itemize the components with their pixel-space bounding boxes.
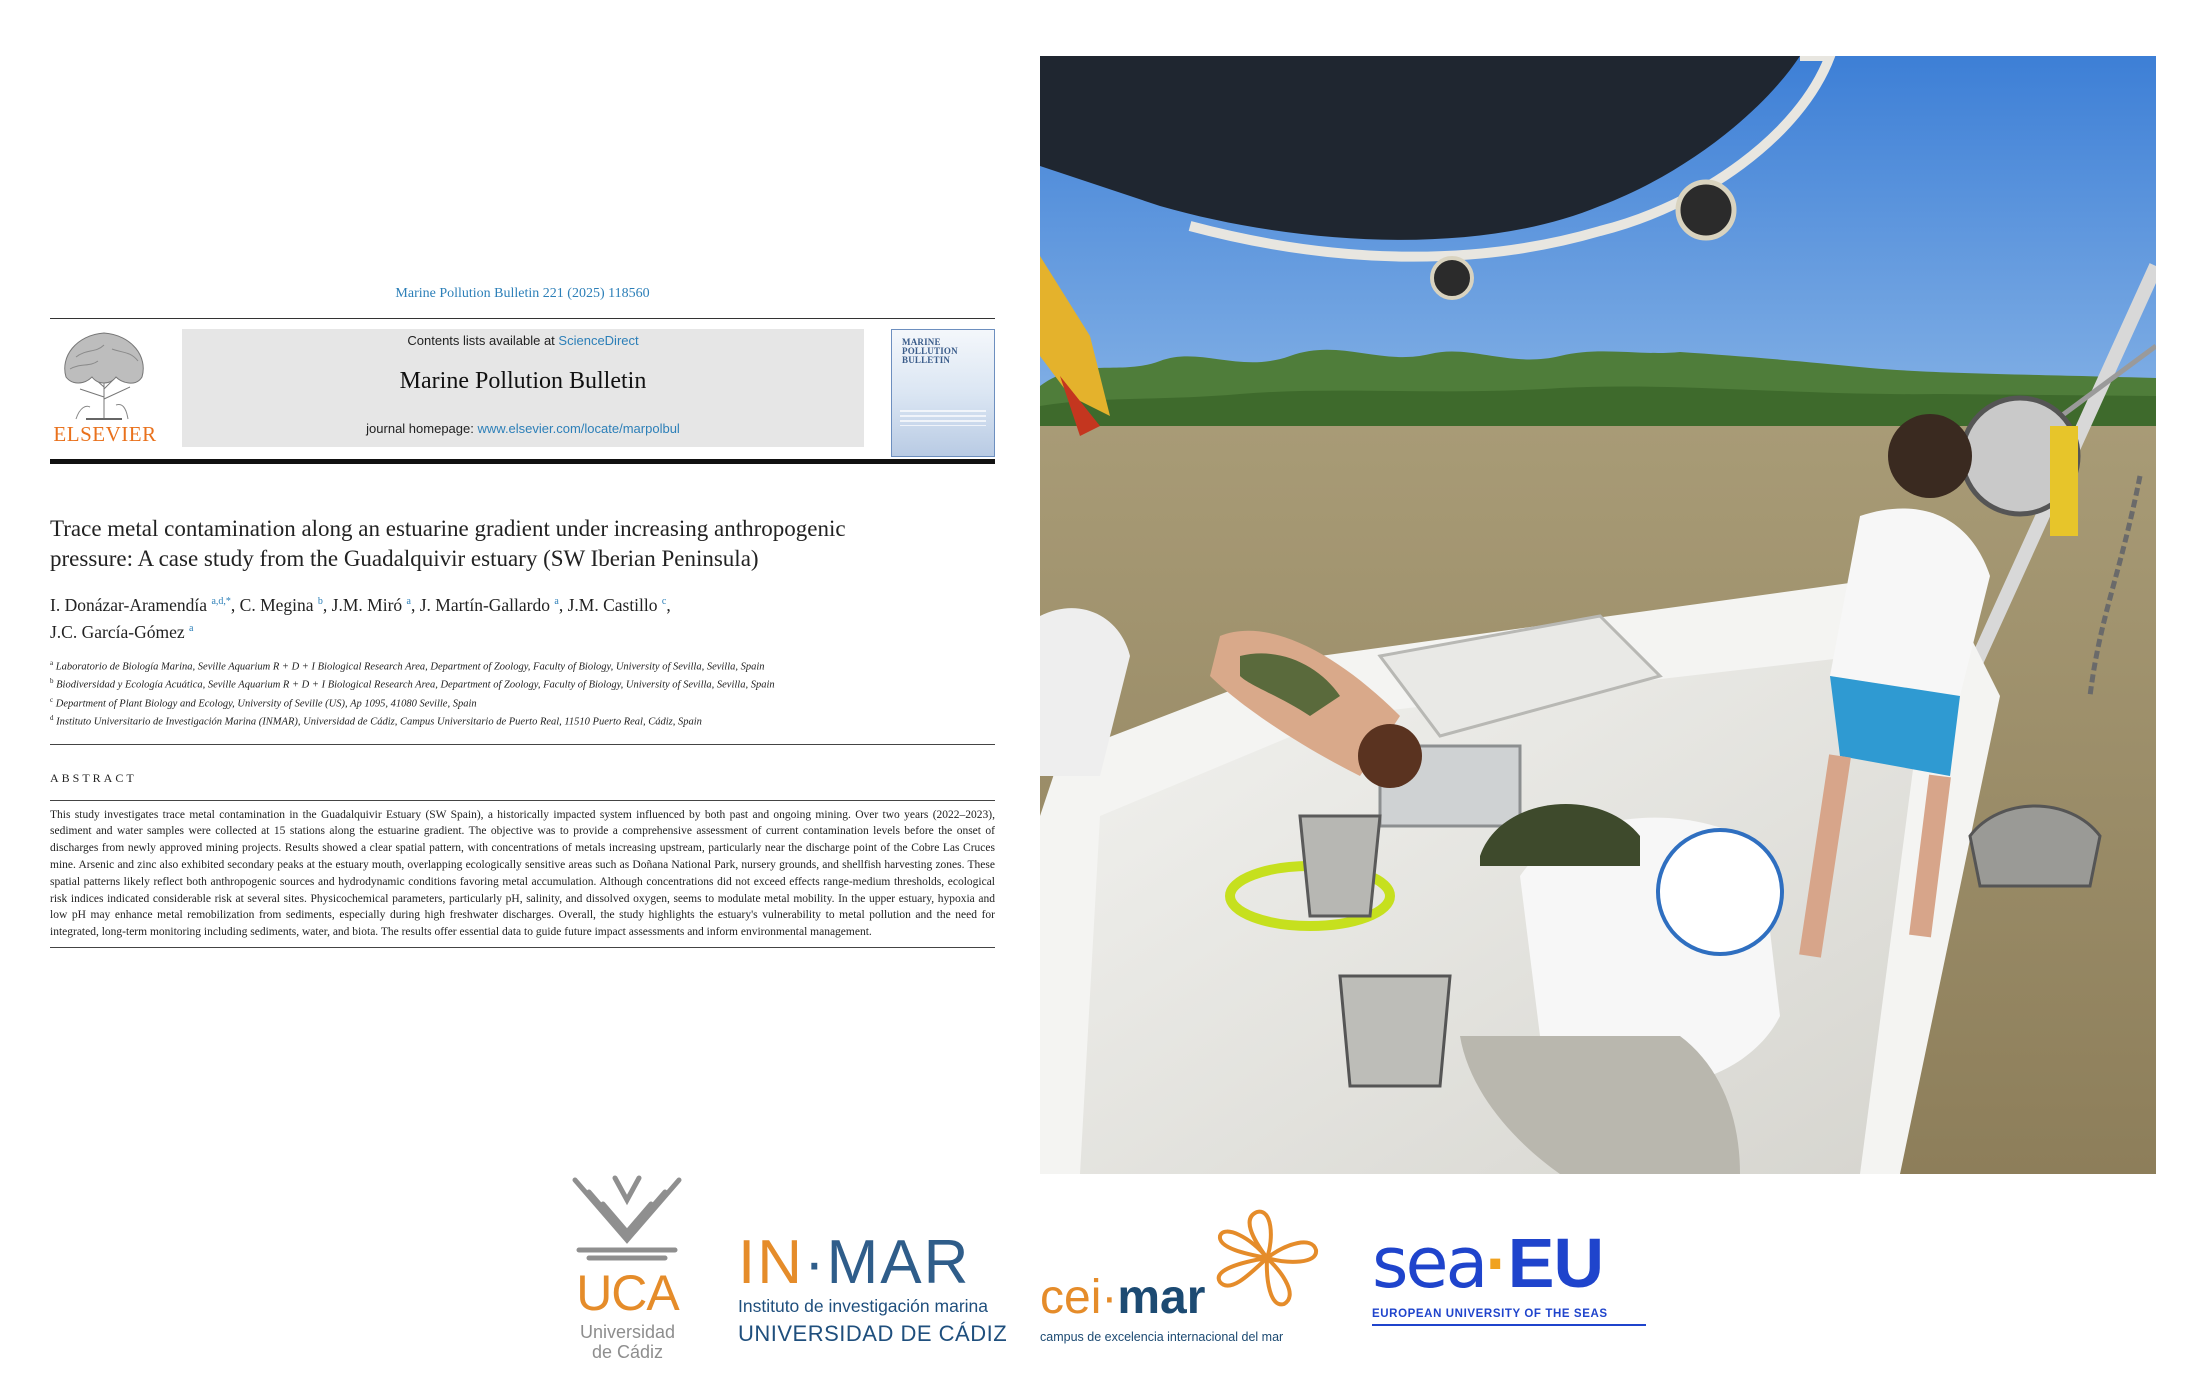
inmar-logo[interactable]: [738, 1228, 1008, 1352]
homepage-line: [182, 421, 864, 436]
affiliation: $^d$ Instituto Universitario de Investigación Marina (INMAR), Universidad de Cádiz, Campus Universitario de Puerto Real, 11510 Puerto Real, Cádiz, Spain: [50, 714, 702, 728]
uca-subtitle-line: Universidad: [579, 1322, 676, 1342]
sea-aquarium-logo-icon: [1658, 830, 1782, 954]
abstract-end-rule: [50, 947, 995, 948]
ceimar-subtitle: campus de excelencia internacional del mar: [1040, 1330, 1284, 1344]
cover-wave-graphic: [900, 410, 986, 426]
abstract-rule: [50, 800, 995, 801]
inmar-wordmark: IN·MAR: [738, 1228, 971, 1297]
boat-light-icon: [1678, 182, 1734, 238]
field-sampling-photo: [1040, 56, 2156, 1174]
affiliation: $^a$ Laboratorio de Biología Marina, Seville Aquarium R + D + I Biological Research Area, Department of Zoology, Faculty of Biology, University of Sevilla, Sevilla, Spain: [50, 658, 765, 673]
inmar-university: UNIVERSIDAD DE CÁDIZ: [738, 1321, 1008, 1346]
uca-emblem-icon: [555, 1170, 700, 1262]
author-list: I. Donázar-Aramendía $^{a,d,*}$, C. Megina $^b$, J.M. Miró $^a$, J. Martín-Gallardo $^a$, J.M. Castillo $^c$, J.C. García-Gómez $^a$: [50, 594, 671, 642]
author[interactable]: J.C. García-Gómez $^a$: [50, 621, 194, 642]
seaeu-underline: [1372, 1324, 1646, 1326]
elsevier-wordmark: ELSEVIER: [53, 422, 157, 446]
boat-light-icon: [1432, 258, 1472, 298]
person-head: [1888, 414, 1972, 498]
affiliation-list: [50, 656, 995, 730]
uca-subtitle-line: de Cádiz: [591, 1342, 664, 1362]
article-first-page: [50, 286, 995, 948]
sediment-grab-sampler-icon: [1970, 806, 2100, 886]
uca-logo[interactable]: [555, 1170, 700, 1362]
ceimar-logo[interactable]: [1040, 1208, 1322, 1348]
uca-wordmark: UCA: [576, 1265, 679, 1321]
abstract-heading: ABSTRACT: [50, 770, 137, 785]
winch-housing: [2050, 426, 2078, 536]
cover-title: [892, 330, 994, 365]
affiliation: $^b$ Biodiversidad y Ecología Acuática, Seville Aquarium R + D + I Biological Research Area, Department of Zoology, Faculty of Biology, University of Sevilla, Sevilla, Spain: [50, 677, 775, 691]
bucket-icon: [1340, 976, 1450, 1086]
inmar-subtitle: Instituto de investigación marina: [738, 1296, 988, 1316]
elsevier-tree-icon: [56, 327, 152, 423]
section-rule: [50, 744, 995, 745]
contents-prefix: Contents lists available at: [407, 333, 555, 348]
sciencedirect-link[interactable]: ScienceDirect: [558, 333, 639, 348]
author[interactable]: C. Megina $^b$: [239, 594, 323, 615]
person-head: [1358, 724, 1422, 788]
ceimar-starfish-icon: [1212, 1208, 1322, 1308]
author[interactable]: J.M. Miró $^a$: [331, 594, 411, 615]
cover-title-line: MARINE: [902, 337, 941, 347]
author[interactable]: J. Martín-Gallardo $^a$: [419, 594, 559, 615]
journal-citation[interactable]: Marine Pollution Bulletin 221 (2025) 118560: [395, 286, 650, 301]
homepage-link[interactable]: www.elsevier.com/locate/marpolbul: [477, 421, 680, 436]
cover-title-line: POLLUTION: [902, 346, 958, 356]
contents-line: [182, 333, 864, 348]
seaeu-logo[interactable]: [1372, 1222, 1652, 1338]
journal-masthead: [50, 319, 995, 451]
abstract-body: This study investigates trace metal contamination in the Guadalquivir Estuary (SW Spain), a historically impacted system influenced by both past and ongoing mining. Over two years (2022–2023), sediment and water samples were collected at 15 stations along the estuarine gradient. The objective was to provide a comprehensive assessment of current contamination levels before the onset of discharges from newly approved mining projects. Results showed a clear spatial pattern, with concentrations of metals increasing upstream, particularly near the discharge point of the Cobre Las Cruces mine. Arsenic and zinc also exhibited secondary peaks at the estuary mouth, overlapping ecologically sensitive areas such as Doñana National Park, nursery grounds, and shellfish harvesting zones. These spatial patterns likely reflect both anthropogenic sources and hydrodynamic conditions favoring metal accumulation. Although concentrations did not exceed effects range-medium thresholds, ecological risk indices indicated considerable risk at several sites. Physicochemical parameters, particularly pH, salinity, and dissolved oxygen, seems to modulate metal mobility. In the upper estuary, hypoxia and low pH may enhance metal remobilization from sediments, especially during high freshwater discharges. Overall, the study highlights the estuary's vulnerability to metal pollution and the need for integrated, long-term monitoring including sediments, water, and biota. The results offer essential data to guide future impact assessments and inform environmental management.: [50, 808, 995, 939]
journal-banner: [182, 329, 864, 447]
journal-cover-thumbnail[interactable]: [891, 329, 995, 457]
author[interactable]: J.M. Castillo $^c$: [567, 594, 667, 615]
cover-title-line: BULLETIN: [902, 355, 951, 365]
seaeu-subtitle: EUROPEAN UNIVERSITY OF THE SEAS: [1372, 1308, 1608, 1320]
elsevier-logo: [50, 327, 160, 449]
boat-sampling-illustration: [1040, 56, 2156, 1174]
ceimar-wordmark: cei·mar: [1040, 1271, 1206, 1324]
author[interactable]: I. Donázar-Aramendía $^{a,d,*}$: [50, 594, 231, 615]
journal-name: Marine Pollution Bulletin: [399, 368, 647, 394]
article-title: Trace metal contamination along an estuarine gradient under increasing anthropogenic pressure: A case study from the Guadalquivir estuary (SW Iberian Peninsula): [50, 516, 846, 571]
masthead-rule: [50, 459, 995, 464]
uca-subtitle: [555, 1322, 700, 1362]
bucket-icon: [1300, 816, 1380, 916]
homepage-prefix: journal homepage:: [366, 421, 474, 436]
affiliation: $^c$ Department of Plant Biology and Ecology, University of Seville (US), Ap 1095, 41080 Seville, Spain: [50, 695, 477, 710]
seaeu-wordmark: sea·EU: [1372, 1222, 1603, 1304]
